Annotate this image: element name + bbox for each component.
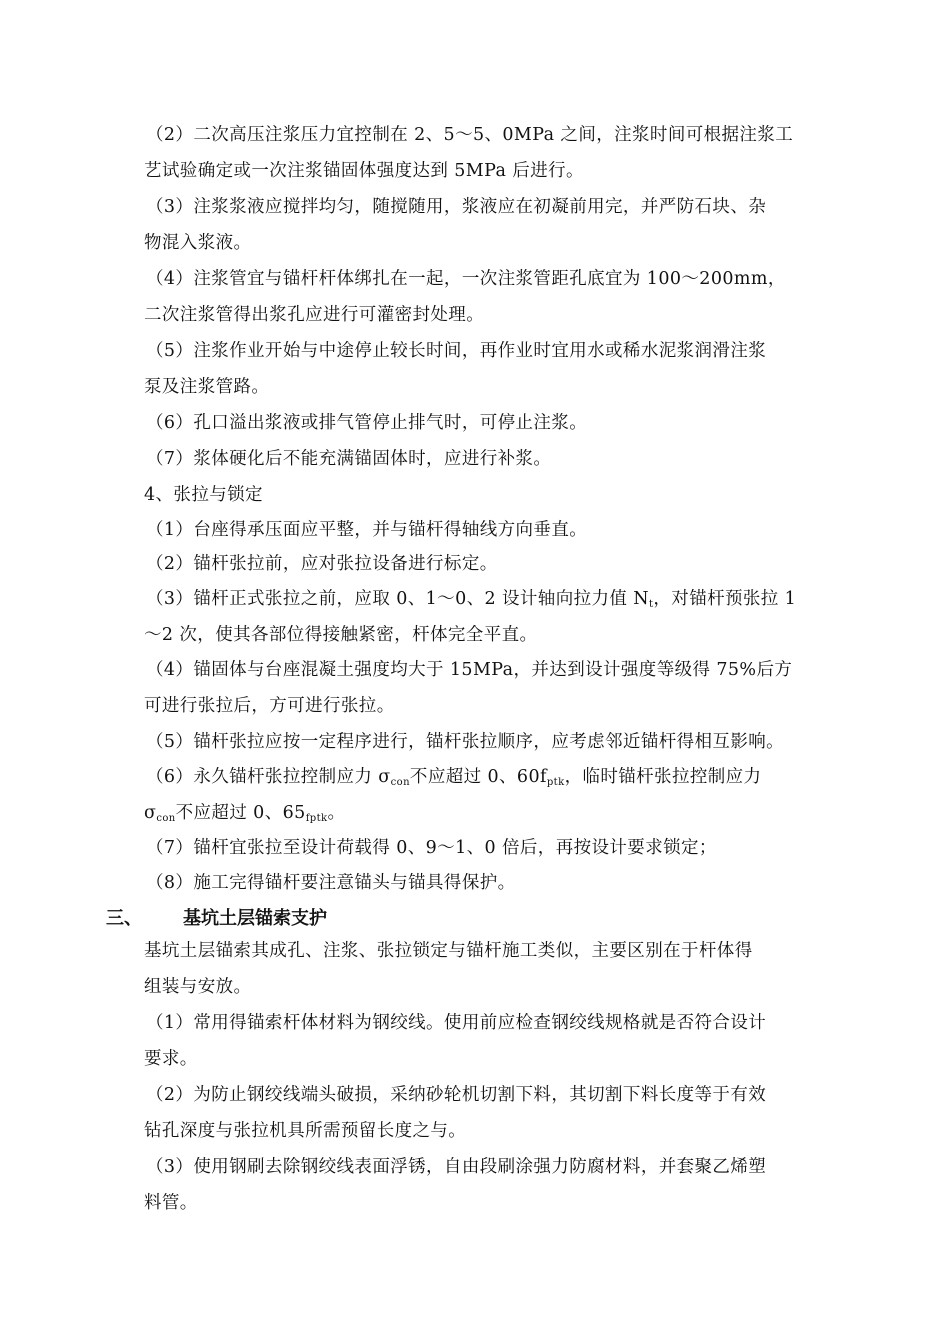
paragraph-line <box>146 588 796 616</box>
paragraph-line: （6）孔口溢出浆液或排气管停止排气时，可停止注浆。 <box>146 413 588 433</box>
section-subheading: 4、张拉与锁定 <box>144 485 263 505</box>
subscript: t <box>648 599 654 610</box>
section-title: 基坑土层锚索支护 <box>183 908 327 929</box>
paragraph-line: （4）注浆管宜与锚杆杆体绑扎在一起，一次注浆管距孔底宜为 100～200mm， <box>146 269 786 289</box>
paragraph-line <box>146 766 761 794</box>
paragraph-line: 要求。 <box>144 1049 198 1069</box>
line-text: 。 <box>327 803 346 823</box>
paragraph-line: 艺试验确定或一次注浆锚固体强度达到 5MPa 后进行。 <box>144 161 584 181</box>
paragraph-line: （2）为防止钢绞线端头破损，采纳砂轮机切割下料，其切割下料长度等于有效 <box>146 1085 767 1105</box>
paragraph-line: （7）锚杆宜张拉至设计荷载得 0、9～1、0 倍后，再按设计要求锁定； <box>146 838 717 858</box>
paragraph-line: 组装与安放。 <box>144 977 252 997</box>
paragraph-line: 可进行张拉后，方可进行张拉。 <box>144 696 395 716</box>
paragraph-line <box>144 802 345 830</box>
paragraph-line: （5）锚杆张拉应按一定程序进行，锚杆张拉顺序，应考虑邻近锚杆得相互影响。 <box>146 732 785 752</box>
subscript: con <box>390 777 410 788</box>
subscript: ptk <box>546 777 565 788</box>
section-number: 三、 <box>106 908 142 929</box>
subscript: con <box>156 813 176 824</box>
line-text: 不应超过 0、60f <box>409 767 547 787</box>
paragraph-line: （1）台座得承压面应平整，并与锚杆得轴线方向垂直。 <box>146 520 588 540</box>
line-text: ，对锚杆预张拉 1 <box>653 589 797 609</box>
line-text: （6）永久锚杆张拉控制应力 σ <box>146 767 391 787</box>
paragraph-line: （2）锚杆张拉前，应对张拉设备进行标定。 <box>146 554 498 574</box>
line-text: （3）锚杆正式张拉之前，应取 0、1～0、2 设计轴向拉力值 N <box>146 589 649 609</box>
line-text: σ <box>144 803 157 823</box>
paragraph-line: （3）使用钢刷去除钢绞线表面浮锈，自由段刷涂强力防腐材料，并套聚乙烯塑 <box>146 1157 767 1177</box>
paragraph-line: 物混入浆液。 <box>144 233 252 253</box>
paragraph-line: （5）注浆作业开始与中途停止较长时间，再作业时宜用水或稀水泥浆润滑注浆 <box>146 341 767 361</box>
paragraph-line: （2）二次高压注浆压力宜控制在 2、5～5、0MPa 之间，注浆时间可根据注浆工 <box>146 125 794 145</box>
line-text: 不应超过 0、65 <box>175 803 306 823</box>
paragraph-line: （4）锚固体与台座混凝土强度均大于 15MPa，并达到设计强度等级得 75%后方 <box>146 660 793 680</box>
paragraph-line: 料管。 <box>144 1193 198 1213</box>
paragraph-line: ～2 次，使其各部位得接触紧密，杆体完全平直。 <box>144 625 538 645</box>
paragraph-line: （8）施工完得锚杆要注意锚头与锚具得保护。 <box>146 873 516 893</box>
paragraph-line: 泵及注浆管路。 <box>144 377 270 397</box>
paragraph-line: （3）注浆浆液应搅拌均匀，随搅随用，浆液应在初凝前用完，并严防石块、杂 <box>146 197 767 217</box>
paragraph-line: 钻孔深度与张拉机具所需预留长度之与。 <box>144 1121 467 1141</box>
paragraph-line: 基坑土层锚索其成孔、注浆、张拉锁定与锚杆施工类似，主要区别在于杆体得 <box>144 941 753 961</box>
subscript: fptk <box>305 813 328 824</box>
paragraph-line: （1）常用得锚索杆体材料为钢绞线。使用前应检查钢绞线规格就是否符合设计 <box>146 1013 767 1033</box>
paragraph-line: 二次注浆管得出浆孔应进行可灌密封处理。 <box>144 305 485 325</box>
paragraph-line: （7）浆体硬化后不能充满锚固体时，应进行补浆。 <box>146 449 552 469</box>
line-text: ，临时锚杆张拉控制应力 <box>564 767 762 787</box>
